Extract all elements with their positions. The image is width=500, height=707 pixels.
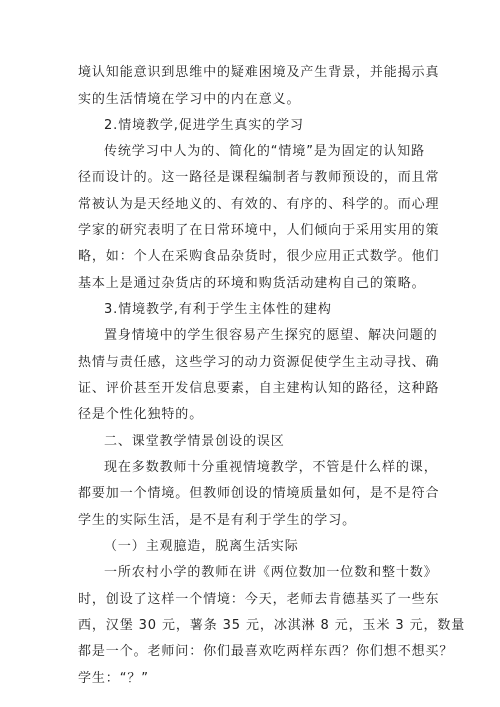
- text-line: 常被认为是天经地义的、有效的、有序的、科学的。而心理: [78, 197, 440, 212]
- text-line: 现在多数教师十分重视情境教学，不管是什么样的课，: [104, 460, 438, 475]
- section-heading: 2.情境教学,促进学生真实的学习: [104, 118, 304, 133]
- text-line: 学生：“？”: [78, 671, 149, 686]
- text-line: 略，如：个人在采购食品杂货时，很少应用正式数学。他们: [78, 249, 440, 264]
- text-line: 径是个性化独特的。: [78, 407, 204, 422]
- text-line: 证、评价甚至开发信息要素，自主建构认知的路径，这种路: [78, 381, 440, 396]
- text-line: 学生的实际生活，是不是有利于学生的学习。: [78, 513, 357, 528]
- section-heading: 二、课堂教学情景创设的误区: [104, 434, 285, 449]
- text-line: 实的生活情境在学习中的内在意义。: [78, 92, 301, 107]
- text-line: 都是一个。老师问：你们最喜欢吃两样东西？你们想不想买？: [78, 644, 454, 659]
- text-line: 置身情境中的学生很容易产生探究的愿望、解决问题的: [104, 328, 438, 343]
- text-line: 西，汉堡 30 元，薯条 35 元，冰淇淋 8 元，玉米 3 元，数量: [78, 618, 466, 633]
- text-line: 一所农村小学的教师在讲《两位数加一位数和整十数》: [104, 565, 438, 580]
- text-line: 学家的研究表明了在日常环境中，人们倾向于采用实用的策: [78, 223, 440, 238]
- text-line: 境认知能意识到思维中的疑难困境及产生背景，并能揭示真: [78, 65, 440, 80]
- text-line: 时，创设了这样一个情境：今天，老师去肯德基买了一些东: [78, 592, 440, 607]
- text-line: 都要加一个情境。但教师创设的情境质量如何，是不是符合: [78, 486, 440, 501]
- text-line: 基本上是通过杂货店的环境和购货活动建构自己的策略。: [78, 276, 426, 291]
- text-line: 传统学习中人为的、简化的“情境”是为固定的认知路: [104, 144, 426, 159]
- section-heading: （一）主观臆造，脱离生活实际: [104, 539, 299, 554]
- text-line: 径而设计的。这一路径是课程编制者与教师预设的，而且常: [78, 170, 440, 185]
- section-heading: 3.情境教学,有利于学生主体性的建构: [104, 302, 332, 317]
- text-line: 热情与责任感，这些学习的动力资源促使学生主动寻找、确: [78, 355, 440, 370]
